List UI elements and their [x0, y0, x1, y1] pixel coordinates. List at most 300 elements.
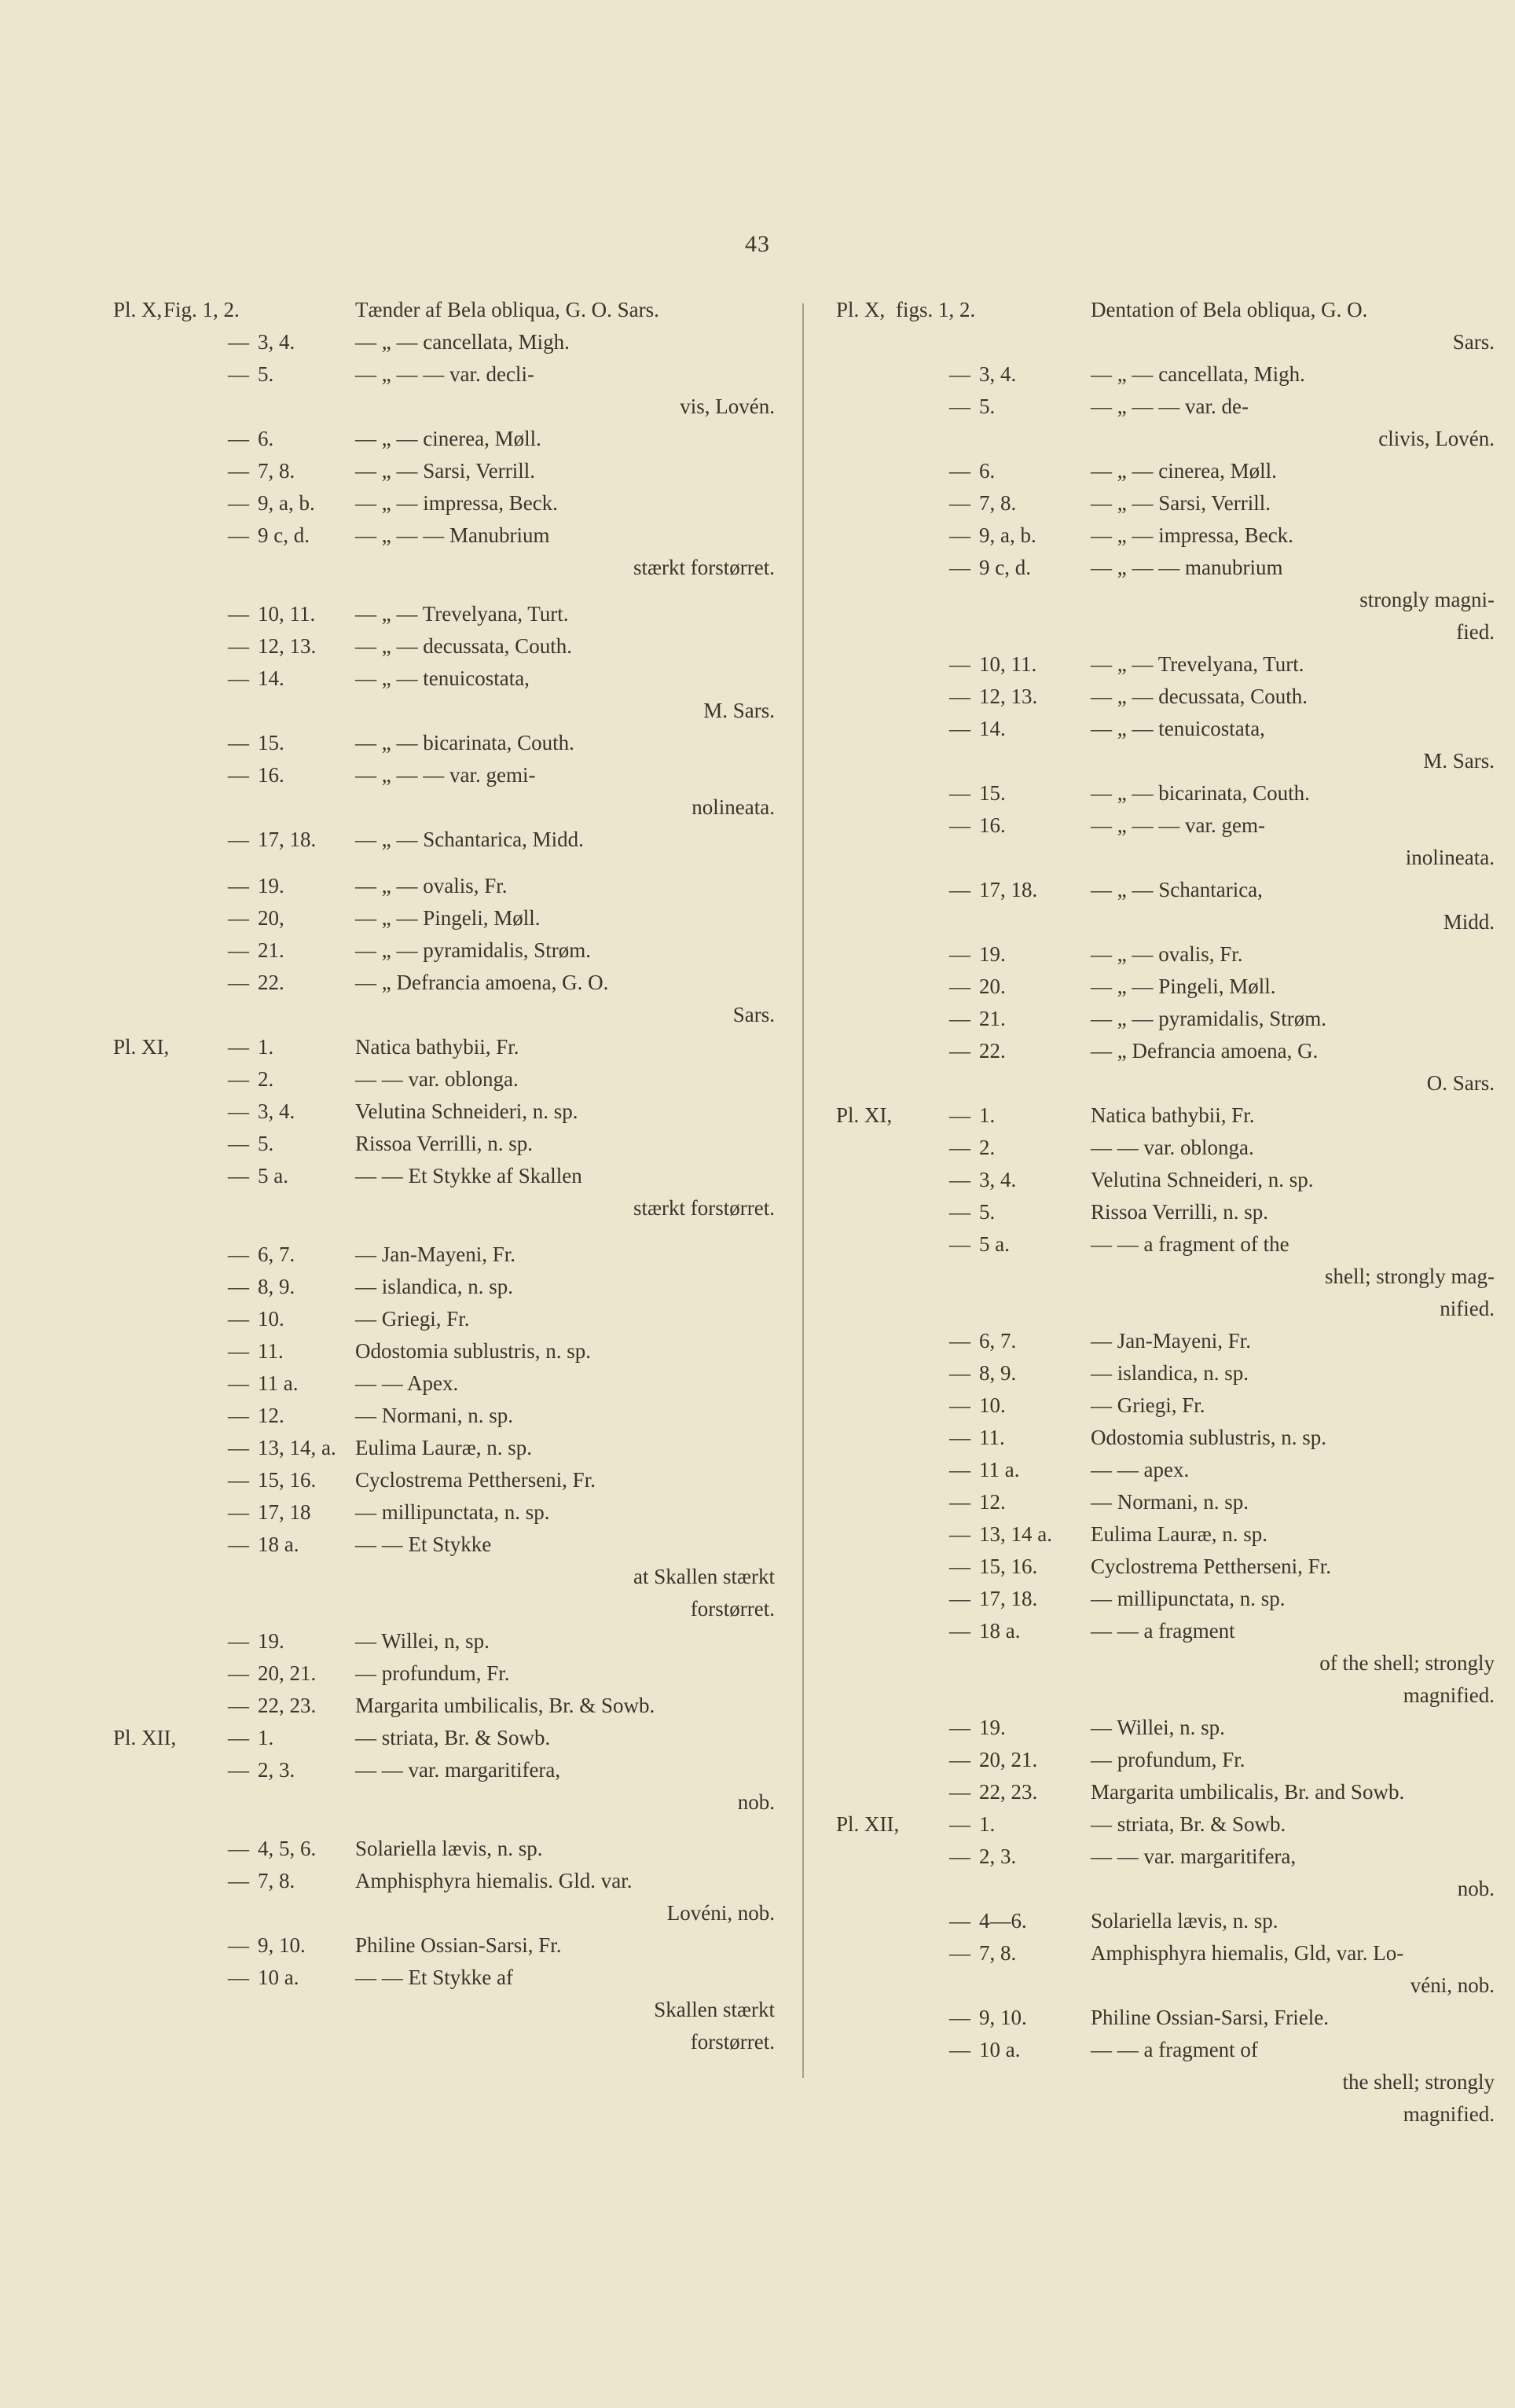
figure-description: — — Et Stykke af [355, 1966, 513, 1989]
figure-description: — — apex. [1091, 1458, 1190, 1481]
description-continuation: Midd. [1443, 910, 1495, 934]
description-continuation: nified. [1440, 1297, 1495, 1320]
figure-number: 3, 4. [258, 330, 295, 354]
legend-entry [115, 598, 775, 630]
figure-number: 14. [258, 666, 284, 690]
figure-number: 9, a, b. [258, 491, 315, 515]
figure-number: 5. [258, 362, 274, 386]
figure-number: 9 c, d. [979, 556, 1031, 579]
legend-entry [115, 1657, 775, 1690]
legend-entry [115, 1833, 775, 1865]
figure-number: 20. [979, 975, 1006, 998]
ditto-dash: — [949, 1136, 970, 1159]
figure-number: 8, 9. [258, 1275, 295, 1298]
ditto-dash: — [228, 330, 249, 354]
legend-entry [835, 1454, 1495, 1486]
ditto-dash: — [949, 1748, 970, 1771]
description-continuation: M. Sars. [1423, 749, 1495, 773]
figure-number: 10, 11. [258, 602, 316, 626]
legend-entry [115, 902, 775, 934]
figure-description: — — a fragment of the [1091, 1232, 1289, 1256]
plate-label: Pl. XI, [113, 1035, 170, 1059]
legend-entry [835, 874, 1495, 938]
figure-number: 9, a, b. [979, 523, 1036, 547]
legend-entry [115, 1271, 775, 1303]
figure-description: Odostomia sublustris, n. sp. [1091, 1426, 1327, 1449]
figure-number: 18 a. [979, 1619, 1021, 1643]
ditto-dash: — [949, 1232, 970, 1256]
ditto-dash: — [949, 1007, 970, 1030]
ditto-dash: — [949, 1812, 970, 1836]
figure-description: — striata, Br. & Sowb. [1091, 1812, 1286, 1836]
figure-description: — „ — cancellata, Migh. [355, 330, 570, 354]
figure-description: — „ Defrancia amoena, G. O. [355, 971, 609, 994]
ditto-dash: — [949, 813, 970, 837]
figure-description: — „ — Sarsi, Verrill. [1091, 491, 1271, 515]
figure-number: 17, 18. [979, 1587, 1038, 1610]
description-continuation: magnified. [1403, 1683, 1495, 1707]
legend-entry [835, 1744, 1495, 1776]
ditto-dash: — [949, 1941, 970, 1965]
legend-entry [115, 1496, 775, 1529]
description-continuation: stærkt forstørret. [633, 556, 775, 579]
figure-description: — „ — impressa, Beck. [355, 491, 558, 515]
description-continuation: of the shell; strongly [1319, 1651, 1495, 1675]
figure-number: 22. [979, 1039, 1006, 1063]
figure-description: — „ — ovalis, Fr. [355, 874, 508, 897]
legend-entry [835, 294, 1495, 358]
figure-description: Cyclostrema Pettherseni, Fr. [355, 1468, 596, 1492]
legend-entry [835, 1841, 1495, 1905]
ditto-dash: — [228, 1661, 249, 1685]
figure-number: 3, 4. [979, 1168, 1017, 1191]
figure-number: 1. [258, 1035, 274, 1059]
ditto-dash: — [228, 1404, 249, 1427]
figure-number: 2. [979, 1136, 996, 1159]
figure-number: 10, 11. [979, 652, 1037, 676]
legend-entry [115, 1432, 775, 1464]
figure-number: 2. [258, 1067, 274, 1091]
figure-description: Velutina Schneideri, n. sp. [355, 1099, 578, 1123]
figure-description: Eulima Lauræ, n. sp. [355, 1436, 532, 1459]
legend-entry [115, 455, 775, 487]
ditto-dash: — [228, 1500, 249, 1524]
figure-number: 11 a. [258, 1371, 299, 1395]
figure-number: 9 c, d. [258, 523, 310, 547]
figure-number: 6, 7. [258, 1243, 295, 1266]
legend-entry [115, 1400, 775, 1432]
ditto-dash: — [228, 523, 249, 547]
figure-number: 12. [258, 1404, 284, 1427]
figure-number: 10 a. [979, 2038, 1021, 2061]
figure-number: 22, 23. [979, 1780, 1038, 1804]
legend-entry [835, 1776, 1495, 1808]
ditto-dash: — [228, 1629, 249, 1653]
legend-entry [835, 1035, 1495, 1099]
figure-description: — „ — impressa, Beck. [1091, 523, 1293, 547]
figure-description: — „ — cinerea, Møll. [355, 427, 541, 450]
ditto-dash: — [228, 1371, 249, 1395]
figure-number: 9, 10. [258, 1933, 306, 1957]
page-number: 43 [745, 231, 770, 257]
figure-number: 13, 14 a. [979, 1522, 1052, 1546]
figure-number: 16. [979, 813, 1006, 837]
figure-description: — millipunctata, n. sp. [355, 1500, 550, 1524]
figure-description: — „ — — var. decli- [355, 362, 534, 386]
legend-entry [115, 487, 775, 519]
legend-entry [115, 1063, 775, 1096]
figure-number: 12, 13. [258, 634, 317, 658]
figure-number: 4—6. [979, 1909, 1027, 1933]
legend-entry [835, 1583, 1495, 1615]
legend-entry [115, 870, 775, 902]
ditto-dash: — [228, 731, 249, 754]
figure-description: — — a fragment of [1091, 2038, 1258, 2061]
figure-number: 1. [979, 1812, 996, 1836]
ditto-dash: — [228, 1436, 249, 1459]
figure-number: 19. [258, 874, 284, 897]
ditto-dash: — [949, 1555, 970, 1578]
legend-entry [835, 1389, 1495, 1422]
figure-number: 21. [979, 1007, 1006, 1030]
description-continuation: Sars. [732, 1003, 775, 1026]
ditto-dash: — [228, 362, 249, 386]
figure-description: Rissoa Verrilli, n. sp. [1091, 1200, 1269, 1224]
figure-description: — „ — pyramidalis, Strøm. [355, 938, 591, 962]
legend-entry [115, 1096, 775, 1128]
description-continuation: stærkt forstørret. [633, 1196, 775, 1220]
figure-number: 5. [979, 1200, 996, 1224]
legend-entry [835, 1099, 1495, 1132]
figure-number: 11. [258, 1339, 284, 1363]
figure-description: — Willei, n, sp. [355, 1629, 490, 1653]
ditto-dash: — [228, 666, 249, 690]
legend-entry [835, 648, 1495, 681]
figure-number: 5. [979, 395, 996, 418]
figure-number: 1. [258, 1726, 274, 1749]
ditto-dash: — [228, 1533, 249, 1556]
figure-description: — „ — — var. de- [1091, 395, 1249, 418]
ditto-dash: — [228, 938, 249, 962]
legend-entry [115, 1690, 775, 1722]
figure-description: — „ — — Manubrium [355, 523, 550, 547]
legend-entry [835, 358, 1495, 391]
ditto-dash: — [228, 1339, 249, 1363]
ditto-dash: — [228, 874, 249, 897]
figure-description: — — var. margaritifera, [1091, 1845, 1297, 1868]
figure-description: — Griegi, Fr. [355, 1307, 470, 1331]
figure-description: — „ — decussata, Couth. [1091, 685, 1308, 708]
description-continuation: Skallen stærkt [654, 1998, 775, 2021]
description-continuation: forstørret. [690, 2030, 775, 2054]
ditto-dash: — [228, 427, 249, 450]
legend-entry [835, 1712, 1495, 1744]
ditto-dash: — [949, 362, 970, 386]
figure-number: 9, 10. [979, 2006, 1027, 2029]
figure-description: Amphisphyra hiemalis. Gld. var. [355, 1869, 633, 1892]
figure-description: — Willei, n. sp. [1091, 1716, 1225, 1739]
legend-entry [835, 1615, 1495, 1712]
figure-number: 11 a. [979, 1458, 1020, 1481]
legend-entry [115, 1865, 775, 1929]
ditto-dash: — [949, 1716, 970, 1739]
ditto-dash: — [949, 2038, 970, 2061]
figure-number: 2, 3. [979, 1845, 1017, 1868]
description-continuation: shell; strongly mag- [1325, 1265, 1495, 1288]
description-continuation: clivis, Lovén. [1378, 427, 1495, 450]
ditto-dash: — [228, 1132, 249, 1155]
legend-entry [115, 1160, 775, 1224]
figure-description: Dentation of Bela obliqua, G. O. [1091, 298, 1368, 321]
figure-description: Natica bathybii, Fr. [1091, 1103, 1255, 1127]
figure-description: — Jan-Mayeni, Fr. [355, 1243, 515, 1266]
description-continuation: O. Sars. [1426, 1071, 1495, 1095]
figure-description: — Griegi, Fr. [1091, 1393, 1205, 1417]
description-continuation: fied. [1456, 620, 1495, 644]
ditto-dash: — [949, 1780, 970, 1804]
figure-description: Eulima Lauræ, n. sp. [1091, 1522, 1267, 1546]
legend-entry [835, 487, 1495, 519]
ditto-dash: — [949, 1361, 970, 1385]
figure-number: 14. [979, 717, 1006, 740]
legend-entry [835, 2034, 1495, 2131]
figure-description: — — Apex. [355, 1371, 459, 1395]
ditto-dash: — [228, 1164, 249, 1187]
figure-number: 7, 8. [258, 1869, 295, 1892]
ditto-dash: — [949, 1909, 970, 1933]
ditto-dash: — [228, 634, 249, 658]
legend-entry [835, 971, 1495, 1003]
legend-entry [115, 519, 775, 584]
ditto-dash: — [949, 1168, 970, 1191]
legend-entry [835, 713, 1495, 777]
figure-description: — „ — Schantarica, [1091, 878, 1263, 901]
legend-entry [115, 1529, 775, 1625]
figure-description: — — var. margaritifera, [355, 1758, 561, 1782]
legend-entry [115, 934, 775, 967]
ditto-dash: — [949, 459, 970, 483]
figure-description: Margarita umbilicalis, Br. and Sowb. [1091, 1780, 1405, 1804]
figure-description: — „ Defrancia amoena, G. [1091, 1039, 1319, 1063]
figure-description: Cyclostrema Pettherseni, Fr. [1091, 1555, 1331, 1578]
figure-number: 18 a. [258, 1533, 299, 1556]
figure-number: 3, 4. [258, 1099, 295, 1123]
ditto-dash: — [949, 556, 970, 579]
figure-description: — islandica, n. sp. [355, 1275, 513, 1298]
figure-number: Fig. 1, 2. [163, 298, 240, 321]
ditto-dash: — [228, 1966, 249, 1989]
legend-entry [115, 1128, 775, 1160]
legend-entry [115, 824, 775, 856]
ditto-dash: — [949, 685, 970, 708]
description-continuation: forstørret. [690, 1597, 775, 1621]
figure-number: 10. [979, 1393, 1006, 1417]
legend-entry [115, 1754, 775, 1819]
figure-description: — „ — pyramidalis, Strøm. [1091, 1007, 1326, 1030]
figure-description: Philine Ossian-Sarsi, Fr. [355, 1933, 562, 1957]
description-continuation: the shell; strongly [1342, 2070, 1495, 2094]
figure-description: — Normani, n. sp. [355, 1404, 513, 1427]
figure-number: 15, 16. [258, 1468, 317, 1492]
legend-entry [835, 1937, 1495, 2002]
ditto-dash: — [949, 1103, 970, 1127]
ditto-dash: — [228, 1099, 249, 1123]
ditto-dash: — [228, 971, 249, 994]
legend-entry [115, 1929, 775, 1962]
plate-label: Pl. XII, [836, 1812, 900, 1836]
figure-description: — „ — decussata, Couth. [355, 634, 572, 658]
legend-entry [835, 1808, 1495, 1841]
figure-number: 19. [258, 1629, 284, 1653]
legend-entry [115, 663, 775, 727]
legend-entry [835, 2002, 1495, 2034]
danish-plate-legend [115, 294, 775, 2058]
figure-number: 13, 14, a. [258, 1436, 336, 1459]
legend-entry [115, 1239, 775, 1271]
ditto-dash: — [228, 1067, 249, 1091]
ditto-dash: — [228, 1837, 249, 1860]
figure-number: 11. [979, 1426, 1005, 1449]
ditto-dash: — [228, 828, 249, 851]
figure-number: 20, [258, 906, 284, 930]
description-continuation: Sars. [1452, 330, 1495, 354]
figure-description: — profundum, Fr. [355, 1661, 510, 1685]
description-continuation: M. Sars. [703, 699, 775, 722]
description-continuation: Lovéni, nob. [666, 1901, 775, 1925]
description-continuation: véni, nob. [1410, 1973, 1495, 1997]
ditto-dash: — [949, 1845, 970, 1868]
description-continuation: magnified. [1403, 2102, 1495, 2126]
ditto-dash: — [228, 1869, 249, 1892]
ditto-dash: — [949, 1490, 970, 1514]
legend-entry [115, 1367, 775, 1400]
legend-entry [115, 326, 775, 358]
ditto-dash: — [949, 1200, 970, 1224]
column-divider [802, 303, 804, 2078]
figure-description: Natica bathybii, Fr. [355, 1035, 519, 1059]
figure-description: — „ — Trevelyana, Turt. [1091, 652, 1304, 676]
figure-description: — Normani, n. sp. [1091, 1490, 1249, 1514]
ditto-dash: — [228, 459, 249, 483]
legend-entry [835, 938, 1495, 971]
figure-description: — „ — Schantarica, Midd. [355, 828, 584, 851]
figure-description: Margarita umbilicalis, Br. & Sowb. [355, 1694, 655, 1717]
figure-description: — — var. oblonga. [355, 1067, 519, 1091]
english-plate-legend [835, 294, 1495, 2131]
plate-label: Pl. X, [836, 298, 886, 321]
plate-label: Pl. XI, [836, 1103, 893, 1127]
ditto-dash: — [228, 906, 249, 930]
legend-entry [115, 1335, 775, 1367]
ditto-dash: — [228, 1694, 249, 1717]
description-continuation: nob. [737, 1790, 775, 1814]
description-continuation: vis, Lovén. [680, 395, 775, 418]
legend-entry [115, 967, 775, 1031]
figure-number: 5 a. [258, 1164, 288, 1187]
figure-description: — „ — cinerea, Møll. [1091, 459, 1277, 483]
legend-entry [115, 358, 775, 423]
legend-entry [835, 1132, 1495, 1164]
figure-description: Rissoa Verrilli, n. sp. [355, 1132, 534, 1155]
figure-number: 15. [979, 781, 1006, 805]
legend-entry [835, 1164, 1495, 1196]
description-continuation: nob. [1457, 1877, 1495, 1900]
figure-description: — „ — tenuicostata, [1091, 717, 1265, 740]
figure-number: 22, 23. [258, 1694, 317, 1717]
figure-number: 7, 8. [258, 459, 295, 483]
ditto-dash: — [228, 1468, 249, 1492]
figure-number: 17, 18 [258, 1500, 311, 1524]
figure-description: Tænder af Bela obliqua, G. O. Sars. [355, 298, 659, 321]
ditto-dash: — [228, 1758, 249, 1782]
figure-number: 6. [979, 459, 996, 483]
ditto-dash: — [949, 975, 970, 998]
figure-description: — „ — — var. gemi- [355, 763, 536, 787]
legend-entry [115, 759, 775, 824]
figure-number: 19. [979, 1716, 1006, 1739]
legend-entry [835, 1905, 1495, 1937]
legend-entry [115, 1303, 775, 1335]
figure-description: Solariella lævis, n. sp. [1091, 1909, 1278, 1933]
legend-entry [835, 1357, 1495, 1389]
figure-description: — islandica, n. sp. [1091, 1361, 1249, 1385]
legend-entry [835, 1551, 1495, 1583]
ditto-dash: — [228, 1726, 249, 1749]
figure-number: 12. [979, 1490, 1006, 1514]
description-continuation: at Skallen stærkt [633, 1565, 775, 1588]
ditto-dash: — [949, 523, 970, 547]
figure-description: — „ — tenuicostata, [355, 666, 530, 690]
description-continuation: strongly magni- [1359, 588, 1495, 611]
figure-description: — — Et Stykke [355, 1533, 492, 1556]
legend-entry [115, 1962, 775, 2058]
figure-number: 6. [258, 427, 274, 450]
legend-entry [115, 294, 775, 326]
legend-entry [835, 1422, 1495, 1454]
figure-number: 17, 18. [979, 878, 1038, 901]
figure-number: 7, 8. [979, 491, 1017, 515]
figure-number: 15, 16. [979, 1555, 1038, 1578]
figure-number: 8, 9. [979, 1361, 1017, 1385]
figure-description: — „ — — var. gem- [1091, 813, 1265, 837]
figure-number: 5. [258, 1132, 274, 1155]
figure-description: — „ — Pingeli, Møll. [1091, 975, 1276, 998]
figure-number: 6, 7. [979, 1329, 1017, 1353]
figure-number: 20, 21. [979, 1748, 1038, 1771]
figure-number: 10. [258, 1307, 284, 1331]
ditto-dash: — [949, 1458, 970, 1481]
legend-entry [835, 552, 1495, 648]
figure-description: — millipunctata, n. sp. [1091, 1587, 1286, 1610]
ditto-dash: — [949, 1329, 970, 1353]
ditto-dash: — [228, 1933, 249, 1957]
ditto-dash: — [949, 491, 970, 515]
legend-entry [115, 1722, 775, 1754]
figure-description: Philine Ossian-Sarsi, Friele. [1091, 2006, 1329, 2029]
legend-entry [115, 1031, 775, 1063]
ditto-dash: — [949, 942, 970, 966]
ditto-dash: — [228, 763, 249, 787]
figure-description: Amphisphyra hiemalis, Gld, var. Lo- [1091, 1941, 1404, 1965]
legend-entry [115, 727, 775, 759]
ditto-dash: — [949, 2006, 970, 2029]
figure-number: 21. [258, 938, 284, 962]
figure-description: Velutina Schneideri, n. sp. [1091, 1168, 1314, 1191]
legend-entry [835, 519, 1495, 552]
legend-entry [115, 1625, 775, 1657]
ditto-dash: — [949, 781, 970, 805]
legend-entry [835, 777, 1495, 809]
